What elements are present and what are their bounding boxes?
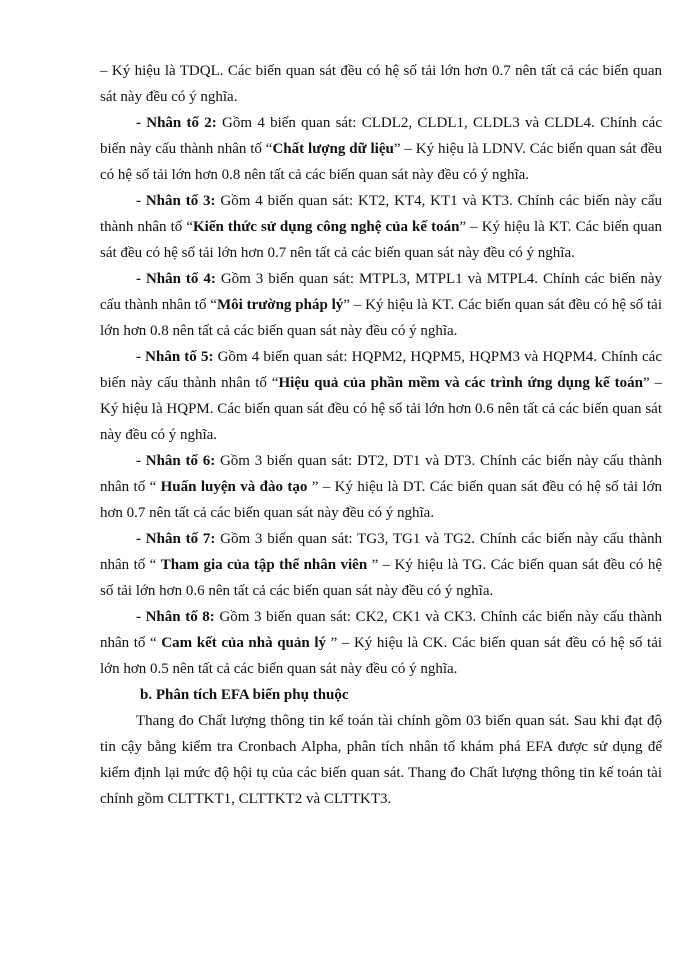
paragraph-text: – Ký hiệu là TDQL. Các biến quan sát đều có hệ số tải lớn hơn 0.7 nên tất cả các biến quan sát này đều có ý nghĩa. (100, 63, 662, 105)
section-heading: b. Phân tích EFA biến phụ thuộc (140, 687, 349, 703)
factor-label: - Nhân tố 4: (136, 271, 216, 287)
factor-name: Cam kết của nhà quản lý (161, 635, 327, 651)
factor-label: - Nhân tố 7: (136, 531, 216, 547)
factor-label: - Nhân tố 3: (136, 193, 216, 209)
factor-label: - Nhân tố 2: (136, 115, 217, 131)
factor-name: Kiến thức sử dụng công nghệ của kế toán (193, 219, 460, 235)
factor-conclusion: ” – Ký hiệu là KT. Các biến quan sát đều có hệ số tải lớn hơn 0.8 nên tất cả các biến quan sát này đều có ý nghĩa. (100, 297, 663, 339)
factor-description: Gồm 4 biến quan sát: HQPM2, HQPM5, HQPM3 và HQPM4. Chính các biến này cấu thành nhân tố “ (100, 349, 662, 391)
document-page (100, 58, 662, 812)
factor-conclusion: ” – Ký hiệu là KT. Các biến quan sát đều có hệ số tải lớn hơn 0.7 nên tất cả các biến quan sát này đều có ý nghĩa. (100, 219, 662, 261)
paragraph-factor-4 (100, 266, 662, 344)
factor-conclusion: ” – Ký hiệu là LDNV. Các biến quan sát đều có hệ số tải lớn hơn 0.8 nên tất cả các biến quan sát này đều có ý nghĩa. (100, 141, 662, 183)
factor-label: - Nhân tố 8: (136, 609, 215, 625)
factor-description: Gồm 3 biến quan sát: DT2, DT1 và DT3. Chính các biến này cấu thành nhân tố “ (100, 453, 662, 495)
factor-description: Gồm 3 biến quan sát: CK2, CK1 và CK3. Chính các biến này cấu thành nhân tố “ (100, 609, 662, 651)
factor-name: Tham gia của tập thể nhân viên (160, 557, 368, 573)
factor-label: - Nhân tố 6: (136, 453, 216, 469)
factor-name: Môi trường pháp lý (216, 297, 344, 313)
paragraph-factor-2 (100, 110, 662, 188)
factor-label: - Nhân tố 5: (136, 349, 214, 365)
paragraph-factor-6 (100, 448, 662, 526)
paragraph-factor-7 (100, 526, 662, 604)
paragraph-factor-5 (100, 344, 662, 448)
factor-description: Gồm 3 biến quan sát: TG3, TG1 và TG2. Chính các biến này cấu thành nhân tố “ (100, 531, 662, 573)
factor-conclusion: ” – Ký hiệu là TG. Các biến quan sát đều có hệ số tải lớn hơn 0.6 nên tất cả các biến quan sát này đều có ý nghĩa. (100, 557, 662, 599)
paragraph-continuation (100, 58, 662, 110)
paragraph-factor-8 (100, 604, 662, 682)
factor-name: Hiệu quả của phần mềm và các trình ứng dụng kế toán (278, 375, 643, 391)
factor-description: Gồm 4 biến quan sát: KT2, KT4, KT1 và KT3. Chính các biến này cấu thành nhân tố “ (100, 193, 662, 235)
factor-description: Gồm 3 biến quan sát: MTPL3, MTPL1 và MTPL4. Chính các biến này cấu thành nhân tố “ (100, 271, 662, 313)
paragraph-dependent-variable: Thang đo Chất lượng thông tin kế toán tài chính gồm 03 biến quan sát. Sau khi đạt độ tin cậy bằng kiểm tra Cronbach Alpha, phân tích nhân tố khám phá EFA được sử dụng để kiểm định lại mức độ hội tụ của các biến quan sát. Thang đo Chất lượng thông tin kế toán tài chính gồm CLTTKT1, CLTTKT2 và CLTTKT3. (100, 713, 662, 807)
factor-conclusion: ” – Ký hiệu là DT. Các biến quan sát đều có hệ số tải lớn hơn 0.7 nên tất cả các biến quan sát này đều có ý nghĩa. (100, 479, 663, 521)
factor-conclusion: ” – Ký hiệu là HQPM. Các biến quan sát đều có hệ số tải lớn hơn 0.6 nên tất cả các biến quan sát này đều có ý nghĩa. (100, 375, 662, 443)
factor-name: Huấn luyện và đào tạo (160, 479, 308, 495)
paragraph-factor-3 (100, 188, 662, 266)
factor-name: Chất lượng dữ liệu (272, 141, 394, 157)
factor-description: Gồm 4 biến quan sát: CLDL2, CLDL1, CLDL3 và CLDL4. Chính các biến này cấu thành nhân tố “ (100, 115, 662, 157)
factor-conclusion: ” – Ký hiệu là CK. Các biến quan sát đều có hệ số tải lớn hơn 0.5 nên tất cả các biến quan sát này đều có ý nghĩa. (100, 635, 663, 677)
